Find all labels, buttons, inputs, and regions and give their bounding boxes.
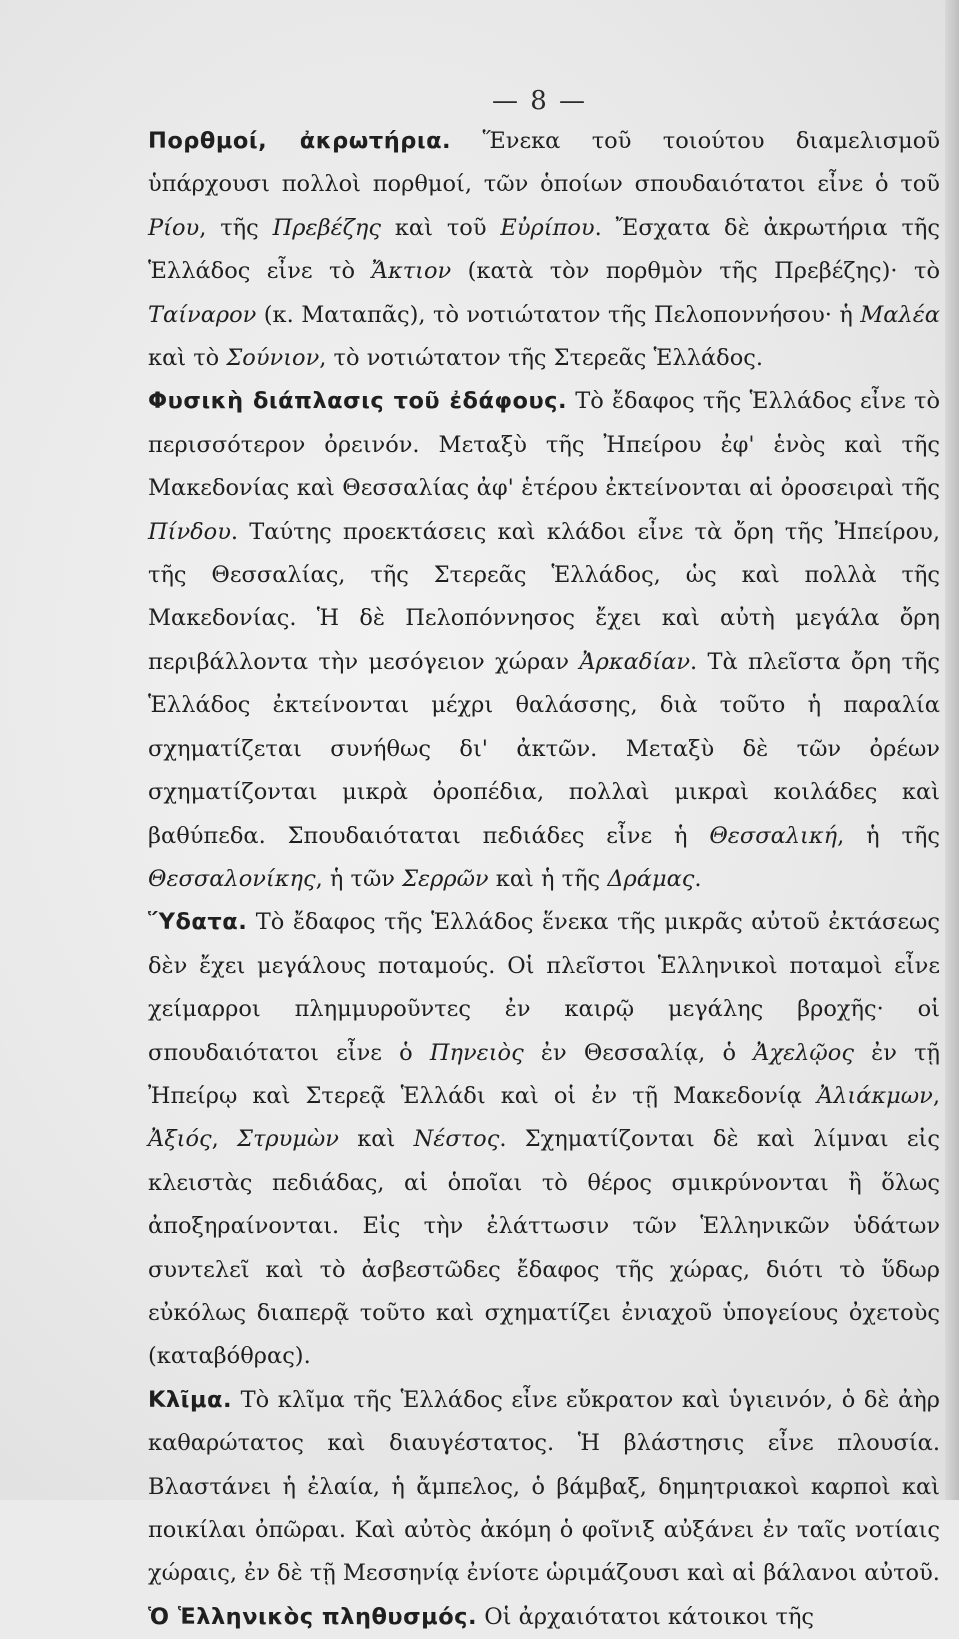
text-run: καὶ τοῦ xyxy=(380,214,501,241)
paragraph-terrain xyxy=(148,380,940,901)
heading-terrain: Φυσικὴ διάπλασις τοῦ ἐδάφους. xyxy=(148,388,568,415)
place-name: Ἀλιάκμων xyxy=(816,1082,933,1109)
text-run: . xyxy=(694,865,702,892)
place-name: Νέστος xyxy=(413,1126,500,1153)
place-name: Πρεβέζης xyxy=(272,214,381,241)
text-run: Τὸ ἔδαφος τῆς Ἑλλάδος εἶνε τὸ περισσότερον ὀρεινόν. Μεταξὺ τῆς Ἠπείρου ἐφ' ἑνὸς καὶ τῆς Μακεδονίας καὶ Θεσσαλίας ἀφ' ἑτέρου ἐκτείνονται αἱ ὀροσειραὶ τῆς xyxy=(148,388,941,502)
text-run: . Ταύτης προεκτάσεις καὶ κλάδοι εἶνε τὰ ὄρη τῆς Ἠπείρου, τῆς Θεσσαλίας, τῆς Στερεᾶς Ἑλλάδος, ὡς καὶ πολλὰ τῆς Μακεδονίας. Ἡ δὲ Πελοπόννησος ἔχει καὶ αὐτὴ μεγάλα ὄρη περιβάλλοντα τὴν μεσόγειον χώραν xyxy=(148,518,940,675)
text-run: καὶ xyxy=(338,1126,414,1153)
text-run: (κατὰ τὸν πορθμὸν τῆς Πρεβέζης)· τὸ xyxy=(451,258,940,285)
paragraph-population xyxy=(148,1596,940,1639)
place-name: Ἄκτιον xyxy=(371,258,452,285)
place-name: Σερρῶν xyxy=(402,865,489,892)
place-name: Μαλέα xyxy=(860,301,940,328)
place-name: Σούνιον xyxy=(226,345,320,372)
heading-population: Ὁ Ἑλληνικὸς πληθυσμός. xyxy=(148,1603,478,1630)
paragraph-waters xyxy=(148,901,940,1378)
heading-climate: Κλῖμα. xyxy=(148,1386,233,1413)
text-run: Τὸ κλῖμα τῆς Ἑλλάδος εἶνε εὔκρατον καὶ ὑγιεινόν, ὁ δὲ ἀὴρ καθαρώτατος καὶ διαυγέστατος. Ἡ βλάστησις εἶνε πλουσία. Βλαστάνει ἡ ἐλαία, ἡ ἄμπελος, ὁ βάμβαξ, δημητριακοὶ καρποὶ καὶ ποικίλαι ὀπῶραι. Καὶ αὐτὸς ἀκόμη ὁ φοῖνιξ αὐξάνει ἐν ταῖς νοτίαις χώραις, ἐν δὲ τῇ Μεσσηνίᾳ ἐνίοτε ὡριμάζουσι καὶ αἱ βάλανοι αὐτοῦ. xyxy=(148,1386,940,1587)
heading-straits: Πορθμοί, ἀκρωτήρια. xyxy=(148,128,452,154)
place-name: Ἀχελῷος xyxy=(753,1039,854,1066)
text-run: . Σχηματίζονται δὲ καὶ λίμναι εἰς κλειστὰς πεδιάδας, αἱ ὁποῖαι τὸ θέρος σμικρύνονται ἢ ὅλως ἀποξηραίνονται. Εἰς τὴν ἐλάττωσιν τῶν Ἑλληνικῶν ὑδάτων συντελεῖ καὶ τὸ ἀσβεστῶδες ἔδαφος τῆς χώρας, διότι τὸ ὕδωρ εὐκόλως διαπερᾷ τοῦτο καὶ σχηματίζει ἐνιαχοῦ ὑπογείους ὀχετοὺς (καταβόθρας). xyxy=(148,1126,940,1370)
text-run: καὶ ἡ τῆς xyxy=(488,865,608,892)
place-name: Εὐρίπου xyxy=(500,214,595,241)
text-run: καὶ τὸ xyxy=(148,345,227,372)
text-run: , ἡ τῶν xyxy=(315,865,403,892)
text-run: Τὸ ἔδαφος τῆς Ἑλλάδος ἕνεκα τῆς μικρᾶς αὐτοῦ ἐκτάσεως δὲν ἔχει μεγάλους ποταμούς. Οἱ πλεῖστοι Ἑλληνικοὶ ποταμοὶ εἶνε χείμαρροι πλημμυροῦντες ἐν καιρῷ μεγάλης βροχῆς· οἱ σπουδαιότατοι εἶνε ὁ xyxy=(148,909,940,1066)
text-run: , xyxy=(932,1082,940,1109)
text-run: , τῆς xyxy=(199,214,273,241)
place-name: Θεσσαλονίκης xyxy=(148,865,316,892)
page-number: — 8 — xyxy=(491,86,588,116)
text-run: Ἕνεκα τοῦ τοιούτου διαμελισμοῦ ὑπάρχουσι πολλοὶ πορθμοί, τῶν ὁποίων σπουδαιότατοι εἶνε ὁ τοῦ xyxy=(148,128,941,198)
text-run: (κ. Ματαπᾶς), τὸ νοτιώτατον τῆς Πελοποννήσου· ἡ xyxy=(256,301,861,328)
text-run: , ἡ τῆς xyxy=(837,822,940,849)
paragraph-straits xyxy=(148,120,940,380)
place-name: Ρίου xyxy=(148,214,200,241)
text-run: . Ἔσχατα δὲ ἀκρωτήρια τῆς Ἑλλάδος εἶνε τὸ xyxy=(148,214,940,285)
text-run: ἐν τῇ Ἠπείρῳ καὶ Στερεᾷ Ἑλλάδι καὶ οἱ ἐν τῇ Μακεδονίᾳ xyxy=(148,1039,940,1109)
paragraph-climate xyxy=(148,1379,940,1596)
place-name: Δράμας xyxy=(607,865,695,892)
text-run: . Τὰ πλεῖστα ὄρη τῆς Ἑλλάδος ἐκτείνονται μέχρι θαλάσσης, διὰ τοῦτο ἡ παραλία σχηματίζεται συνήθως δι' ἀκτῶν. Μεταξὺ δὲ τῶν ὀρέων σχηματίζονται μικρὰ ὀροπέδια, πολλαὶ μικραὶ κοιλάδες καὶ βαθύπεδα. Σπουδαιόταται πεδιάδες εἶνε ἡ xyxy=(148,648,940,849)
page-edge-shadow xyxy=(945,0,959,1500)
place-name: Στρυμὼν xyxy=(237,1126,339,1153)
text-run: Οἱ ἀρχαιότατοι κάτοικοι τῆς xyxy=(477,1603,815,1630)
place-name: Θεσσαλική xyxy=(709,822,838,849)
text-run: , τὸ νοτιώτατον τῆς Στερεᾶς Ἑλλάδος. xyxy=(319,345,764,372)
place-name: Ἀρκαδίαν xyxy=(579,648,691,675)
place-name: Πηνειὸς xyxy=(429,1039,524,1066)
place-name: Πίνδου xyxy=(148,518,231,545)
place-name: Ταίναρον xyxy=(148,301,257,328)
place-name: Ἀξιός xyxy=(148,1126,212,1153)
text-run: , xyxy=(211,1126,238,1153)
body-text xyxy=(148,120,940,1639)
text-run: ἐν Θεσσαλίᾳ, ὁ xyxy=(523,1039,754,1066)
heading-waters: Ὕδατα. xyxy=(148,909,248,936)
